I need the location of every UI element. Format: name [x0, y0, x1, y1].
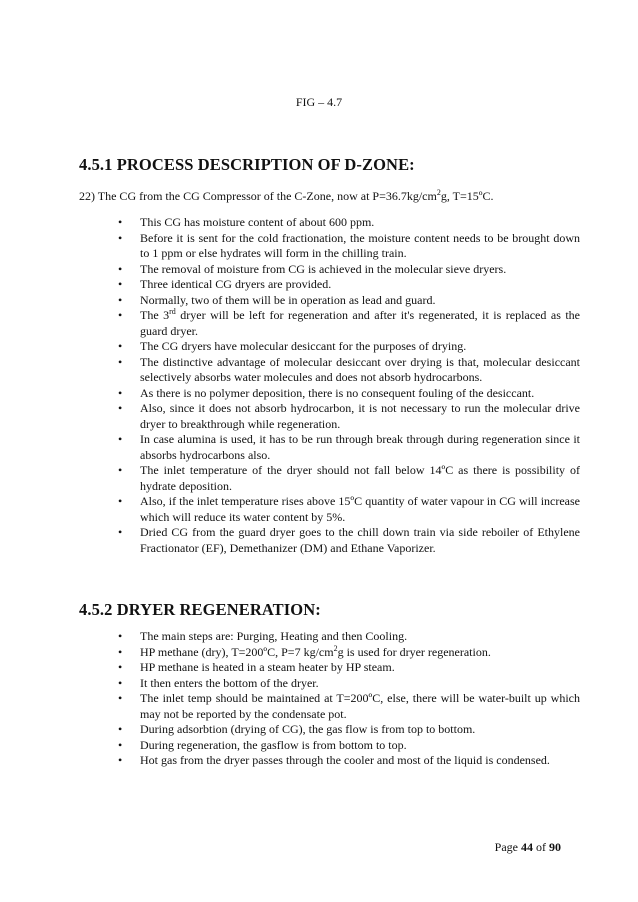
- list-item: • As there is no polymer deposition, there is no consequent fouling of the desiccant.: [140, 386, 580, 402]
- list-item: • Also, since it does not absorb hydrocarbon, it is not necessary to run the molecular drive dryer to breakthrough while regeneration.: [140, 401, 580, 432]
- section-heading-process-description: 4.5.1 PROCESS DESCRIPTION OF D-ZONE:: [79, 155, 415, 174]
- page-total: 90: [549, 840, 561, 854]
- page-current: 44: [521, 840, 533, 854]
- list-item: • Hot gas from the dryer passes through the cooler and most of the liquid is condensed.: [140, 753, 580, 769]
- list-item: • HP methane is heated in a steam heater by HP steam.: [140, 660, 580, 676]
- list-item-text: g is used for dryer regeneration.: [337, 644, 491, 659]
- list-item: • It then enters the bottom of the dryer.: [140, 676, 580, 692]
- list-item: • The inlet temp should be maintained at T=200ºC, else, there will be water-built up which may not be reported by the condensate pot.: [140, 691, 580, 722]
- list-item: • The main steps are: Purging, Heating and then Cooling.: [140, 629, 580, 645]
- page-prefix: Page: [494, 840, 521, 854]
- list-item-text: HP methane (dry), T=200ºC, P=7 kg/cm: [140, 644, 334, 659]
- intro-superscript: 2: [436, 188, 441, 197]
- list-item: [140, 308, 580, 339]
- list-item-text: The 3: [140, 308, 170, 322]
- list-item: • During adsorbtion (drying of CG), the gas flow is from top to bottom.: [140, 722, 580, 738]
- list-item: • The CG dryers have molecular desiccant for the purposes of drying.: [140, 339, 580, 355]
- list-item: [140, 645, 580, 661]
- page-separator: of: [533, 840, 549, 854]
- process-bullet-list: [0, 215, 580, 556]
- list-item: • Before it is sent for the cold fractionation, the moisture content needs to be brought down to 1 ppm or else hydrates will form in the chilling train.: [140, 231, 580, 262]
- list-item-superscript: 2: [333, 643, 338, 653]
- list-item-superscript: rd: [169, 307, 176, 316]
- section-heading-dryer-regeneration: 4.5.2 DRYER REGENERATION:: [79, 600, 321, 619]
- list-item: • During regeneration, the gasflow is from bottom to top.: [140, 738, 580, 754]
- list-item: • Dried CG from the guard dryer goes to the chill down train via side reboiler of Ethylene Fractionator (EF), Demethanizer (DM) and Ethane Vaporizer.: [140, 525, 580, 556]
- list-item: • Also, if the inlet temperature rises above 15ºC quantity of water vapour in CG will increase which will reduce its water content by 5%.: [140, 494, 580, 525]
- list-item-text: dryer will be left for regeneration and after it's regenerated, it is replaced as the guard dryer.: [140, 308, 581, 338]
- list-item: • Three identical CG dryers are provided.: [140, 277, 580, 293]
- intro-text-end: g, T=15ºC.: [440, 189, 494, 203]
- regeneration-bullet-list: [0, 629, 580, 769]
- list-item: • In case alumina is used, it has to be run through break through during regeneration since it absorbs hydrocarbons also.: [140, 432, 580, 463]
- page-number: [495, 840, 561, 855]
- list-item: • This CG has moisture content of about 600 ppm.: [140, 215, 580, 231]
- list-item: • Normally, two of them will be in operation as lead and guard.: [140, 293, 580, 309]
- list-item: • The removal of moisture from CG is achieved in the molecular sieve dryers.: [140, 262, 580, 278]
- intro-paragraph: [79, 189, 493, 204]
- intro-text-start: 22) The CG from the CG Compressor of the C-Zone, now at P=36.7kg/cm: [79, 189, 437, 203]
- figure-caption: FIG – 4.7: [295, 95, 343, 109]
- list-item: • The inlet temperature of the dryer should not fall below 14ºC as there is possibility of hydrate deposition.: [140, 463, 580, 494]
- list-item: • The distinctive advantage of molecular desiccant over drying is that, molecular desiccant selectively absorbs water molecules and does not absorb hydrocarbons.: [140, 355, 580, 386]
